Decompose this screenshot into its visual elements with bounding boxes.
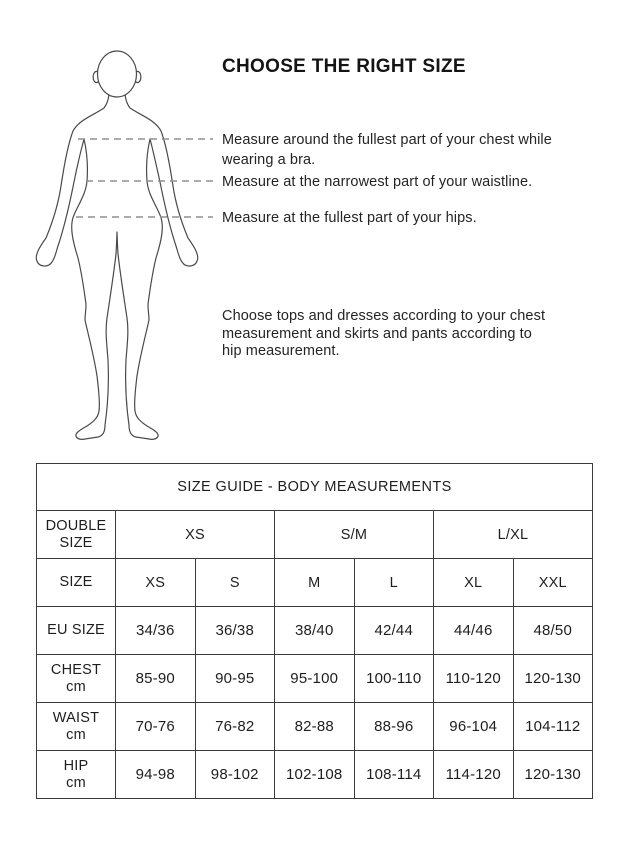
double-size-xs: XS [116,511,275,559]
page-title: CHOOSE THE RIGHT SIZE [222,56,466,77]
eu-size-row [37,607,593,655]
size-xl: XL [434,559,514,607]
hip-value: 98-102 [195,751,275,799]
eu-size-value: 36/38 [195,607,275,655]
eu-size-value: 42/44 [354,607,434,655]
chest-value: 100-110 [354,655,434,703]
female-body-outline-icon [20,42,220,442]
hip-value: 108-114 [354,751,434,799]
size-label: SIZE [37,559,116,607]
chest-value: 95-100 [275,655,355,703]
eu-size-value: 48/50 [513,607,593,655]
eu-size-value: 38/40 [275,607,355,655]
size-row [37,559,593,607]
hip-value: 102-108 [275,751,355,799]
size-xxl: XXL [513,559,593,607]
head-outline [98,51,137,97]
chest-label [37,655,116,703]
chest-instruction-line-1: Measure around the fullest part of your chest while [222,132,552,148]
chest-value: 110-120 [434,655,514,703]
body-outline-path [36,92,197,439]
chest-value: 90-95 [195,655,275,703]
waist-label-text: WAIST [52,709,100,726]
hip-unit-text: cm [66,774,86,791]
sizing-note-line-3: hip measurement. [222,343,340,359]
hip-row [37,751,593,799]
hip-label [37,751,116,799]
size-xs: XS [116,559,196,607]
size-s: S [195,559,275,607]
chest-value: 120-130 [513,655,593,703]
waist-label [37,703,116,751]
double-size-row [37,511,593,559]
size-guide-table [36,463,593,799]
chest-label-text: CHEST [50,661,102,678]
sizing-note-line-1: Choose tops and dresses according to your chest [222,308,546,324]
hip-instruction-line-1: Measure at the fullest part of your hips. [222,210,477,226]
double-size-sm: S/M [275,511,434,559]
sizing-note-line-2: measurement and skirts and pants according to [222,325,532,342]
waist-instruction [222,172,617,192]
chest-value: 85-90 [116,655,196,703]
sizing-note [222,308,617,361]
waist-value: 88-96 [354,703,434,751]
eu-size-value: 34/36 [116,607,196,655]
table-title-row [37,464,593,511]
waist-row [37,703,593,751]
double-size-lxl: L/XL [434,511,593,559]
waist-value: 104-112 [513,703,593,751]
waist-value: 76-82 [195,703,275,751]
waist-value: 70-76 [116,703,196,751]
eu-size-label: EU SIZE [37,607,116,655]
waist-unit-text: cm [66,726,86,743]
body-figure-svg [20,42,220,442]
hip-instruction [222,208,617,228]
size-l: L [354,559,434,607]
chest-instruction-line-2: wearing a bra. [222,152,316,168]
eu-size-value: 44/46 [434,607,514,655]
waist-value: 82-88 [275,703,355,751]
hip-value: 120-130 [513,751,593,799]
hip-value: 94-98 [116,751,196,799]
waist-value: 96-104 [434,703,514,751]
waist-instruction-line-1: Measure at the narrowest part of your waistline. [222,174,533,190]
table-title: SIZE GUIDE - BODY MEASUREMENTS [37,464,593,511]
double-size-label: DOUBLE SIZE [37,511,116,559]
chest-unit-text: cm [66,678,86,695]
hip-value: 114-120 [434,751,514,799]
size-m: M [275,559,355,607]
chest-instruction [222,130,617,170]
chest-row [37,655,593,703]
hip-label-text: HIP [63,757,89,774]
